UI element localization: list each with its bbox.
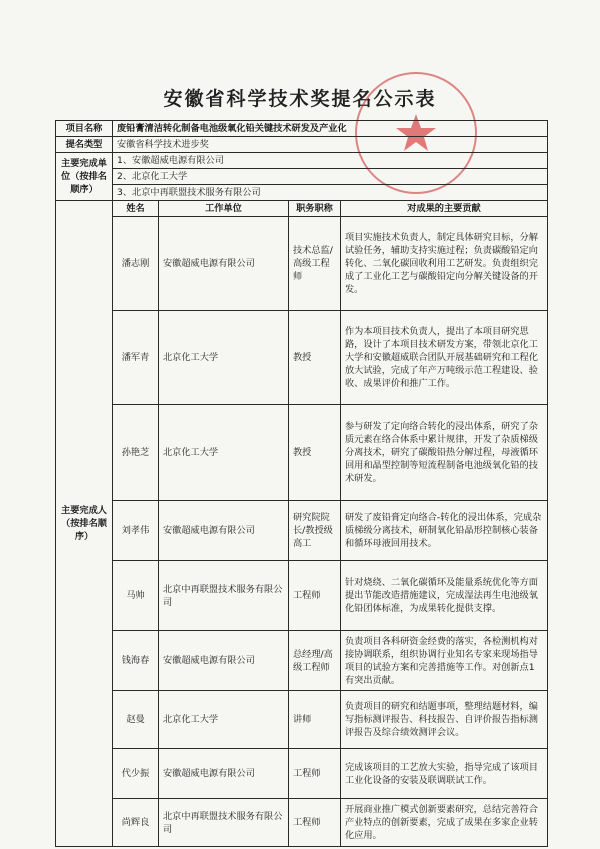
unit-row-1: 1、安徽超威电源有限公司 bbox=[113, 153, 548, 169]
person-unit: 安徽超威电源有限公司 bbox=[159, 501, 289, 561]
category-label: 提名类型 bbox=[56, 137, 113, 153]
person-title: 工程师 bbox=[289, 799, 341, 847]
person-title: 工程师 bbox=[289, 561, 341, 631]
person-name: 潘志刚 bbox=[113, 217, 159, 311]
project-name-label: 项目名称 bbox=[56, 121, 113, 137]
unit-row-2: 2、北京化工大学 bbox=[113, 169, 548, 185]
person-unit: 安徽超威电源有限公司 bbox=[159, 749, 289, 799]
header-unit: 工作单位 bbox=[159, 201, 289, 217]
person-title: 教授 bbox=[289, 311, 341, 405]
person-unit: 北京化工大学 bbox=[159, 311, 289, 405]
person-title: 讲师 bbox=[289, 691, 341, 749]
person-name: 代少振 bbox=[113, 749, 159, 799]
person-contrib: 完成该项目的工艺放大实验，指导完成了该项目工业化设备的安装及联调联试工作。 bbox=[341, 749, 548, 799]
unit-row-3: 3、北京中再联盟技术服务有限公司 bbox=[113, 185, 548, 201]
header-contrib: 对成果的主要贡献 bbox=[341, 201, 548, 217]
person-unit: 安徽超威电源有限公司 bbox=[159, 631, 289, 691]
person-contrib: 负责项目的研究和结题事项，整理结题材料，编写指标测评报告、科技报告、自评价报告指标测评报告及综合绩效测评会议。 bbox=[341, 691, 548, 749]
person-contrib: 针对烧绕、二氧化碳循环及能量系统优化等方面提出节能改造措施建议，完成湿法再生电池级氧化铅团体标准，为成果转化提供支撑。 bbox=[341, 561, 548, 631]
person-title: 总经理/高级工程师 bbox=[289, 631, 341, 691]
person-name: 尚辉良 bbox=[113, 799, 159, 847]
person-contrib: 参与研发了定向络合转化的浸出体系，研究了杂质元素在络合体系中累计规律，开发了杂质梯级分离技术，研究了碳酸铅热分解过程，母液循环回用和晶型控制等短流程制备电池级氧化铅的技术研发。 bbox=[341, 405, 548, 501]
person-name: 孙艳芝 bbox=[113, 405, 159, 501]
person-name: 马帅 bbox=[113, 561, 159, 631]
people-label: 主要完成人（按排名顺序） bbox=[56, 201, 113, 847]
nomination-table bbox=[55, 120, 548, 847]
person-title: 技术总监/高级工程师 bbox=[289, 217, 341, 311]
person-name: 刘孝伟 bbox=[113, 501, 159, 561]
person-title: 教授 bbox=[289, 405, 341, 501]
header-title: 职务职称 bbox=[289, 201, 341, 217]
person-name: 潘军青 bbox=[113, 311, 159, 405]
person-unit: 北京化工大学 bbox=[159, 405, 289, 501]
units-label: 主要完成单位（按排名顺序） bbox=[56, 153, 113, 201]
header-name: 姓名 bbox=[113, 201, 159, 217]
person-contrib: 负责项目各科研资金经费的落实，各检测机构对接协调联系，组织协调行业知名专家来现场指导项目的试验方案和完善措施等工作。对创新点1有突出贡献。 bbox=[341, 631, 548, 691]
category-value: 安徽省科学技术进步奖 bbox=[113, 137, 548, 153]
person-title: 工程师 bbox=[289, 749, 341, 799]
person-title: 研究院院长/教授级高工 bbox=[289, 501, 341, 561]
person-contrib: 研发了废铅膏定向络合-转化的浸出体系，完成杂质梯级分离技术，研制氧化铅晶形控制核心装备和循环母液回用技术。 bbox=[341, 501, 548, 561]
person-unit: 北京中再联盟技术服务有限公司 bbox=[159, 561, 289, 631]
page-title: 安徽省科学技术奖提名公示表 bbox=[163, 88, 437, 110]
person-name: 赵曼 bbox=[113, 691, 159, 749]
person-unit: 北京中再联盟技术服务有限公司 bbox=[159, 799, 289, 847]
project-name-value: 废铅膏清洁转化制备电池级氧化铅关键技术研发及产业化 bbox=[113, 121, 548, 137]
person-contrib: 项目实施技术负责人，制定具体研究目标，分解试验任务，辅助支持实施过程；负责碳酸铅定向转化、二氧化碳回收利用工艺研发。负责组织完成了工业化工艺与碳酸铅定向分解关键设备的开发。 bbox=[341, 217, 548, 311]
person-unit: 安徽超威电源有限公司 bbox=[159, 217, 289, 311]
person-contrib: 作为本项目技术负责人，提出了本项目研究思路，设计了本项目技术研发方案，带领北京化工大学和安徽超威联合团队开展基础研究和工程化放大试验，完成了年产万吨级示范工程建设、验收、成果评价和推广工作。 bbox=[341, 311, 548, 405]
person-unit: 北京化工大学 bbox=[159, 691, 289, 749]
person-contrib: 开展商业推广模式创新要素研究，总结完善符合产业特点的创新要素，完成了成果在多家企业转化应用。 bbox=[341, 799, 548, 847]
person-name: 钱海春 bbox=[113, 631, 159, 691]
